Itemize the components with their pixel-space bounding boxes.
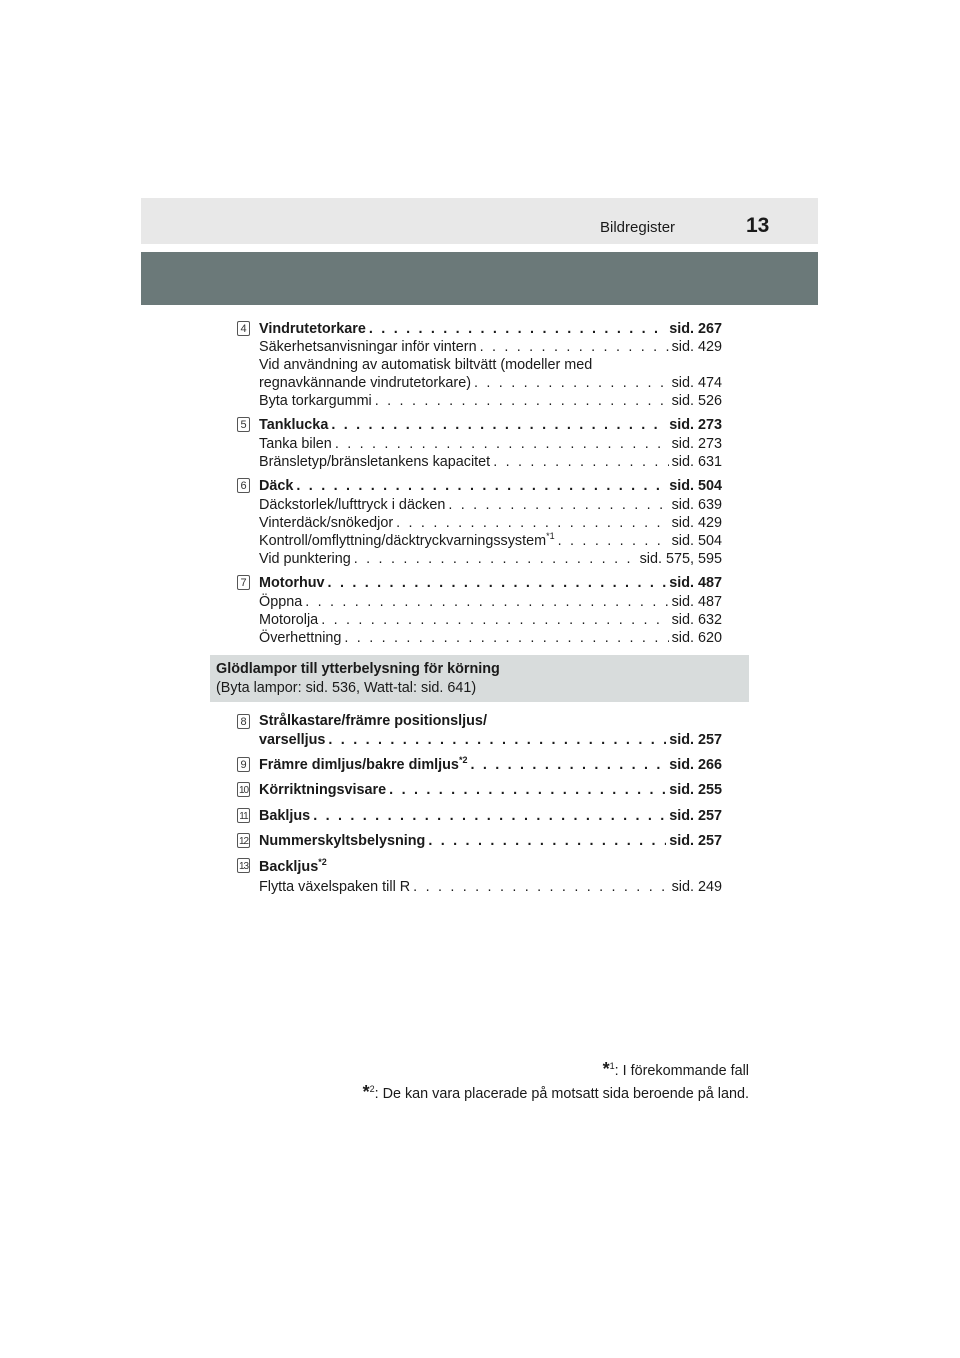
index-subentry[interactable]: regnavkännande vindrutetorkare) . . . sid. 474	[259, 374, 722, 393]
lamp-section-subtitle: (Byta lampor: sid. 536, Watt-tal: sid. 641)	[216, 680, 477, 696]
index-entry-bakljus[interactable]: Bakljus . . . sid. 257	[259, 807, 722, 826]
index-entry-vindrutetorkare[interactable]: Vindrutetorkare . . . sid. 267	[259, 320, 722, 339]
lamp-section-title: Glödlampor till ytterbelysning för körning	[216, 661, 500, 677]
item-number-11: 11	[237, 808, 250, 823]
footnote-mark: *2	[458, 755, 468, 766]
footnote-2: *$^2$: De kan vara placerade på motsatt sida beroende på land.	[362, 1082, 749, 1102]
item-number-10: 10	[237, 782, 250, 797]
footnote-mark: *2	[318, 857, 327, 868]
section-banner	[141, 252, 818, 305]
index-entry-dack[interactable]: Däck . . . sid. 504	[259, 477, 722, 496]
item-number-13: 13	[237, 858, 250, 873]
header-bar	[141, 198, 818, 244]
index-entry-nummerskyltsbelysning[interactable]: Nummerskyltsbelysning . . . sid. 257	[259, 832, 722, 851]
index-subentry-line1: Vid användning av automatisk biltvätt (modeller med	[259, 357, 593, 373]
item-number-8: 8	[237, 714, 250, 729]
index-subentry[interactable]: Bränsletyp/bränsletankens kapacitet . . . sid. 631	[259, 453, 722, 472]
index-entry-korriktningsvisare[interactable]: Körriktningsvisare . . . sid. 255	[259, 781, 722, 800]
footnote-1: *$^1$: I förekommande fall	[602, 1059, 749, 1079]
item-number-6: 6	[237, 478, 250, 493]
index-subentry[interactable]: Kontroll/omflyttning/däcktryckvarningssystem$^{*1}$ . . . sid. 504	[259, 532, 722, 551]
index-entry-tanklucka[interactable]: Tanklucka . . . sid. 273	[259, 416, 722, 435]
section-title: Bildregister	[600, 219, 676, 236]
index-entry-line1: Strålkastare/främre positionsljus/	[259, 713, 487, 729]
item-number-12: 12	[237, 833, 250, 848]
index-subentry[interactable]: Vinterdäck/snökedjor . . . sid. 429	[259, 514, 722, 533]
item-number-9: 9	[237, 757, 250, 772]
index-entry-stralkastare[interactable]: varselljus . . . sid. 257	[259, 731, 722, 750]
item-number-5: 5	[237, 417, 250, 432]
item-number-7: 7	[237, 575, 250, 590]
footnote-mark: *1	[546, 531, 555, 542]
index-subentry[interactable]: Byta torkargummi . . . sid. 526	[259, 392, 722, 411]
index-entry-motorhuv[interactable]: Motorhuv . . . sid. 487	[259, 574, 722, 593]
page-number: 13	[746, 214, 770, 237]
index-entry-backljus[interactable]: Backljus$^{*2}$	[259, 857, 327, 875]
index-subentry[interactable]: Överhettning . . . sid. 620	[259, 629, 722, 648]
index-subentry[interactable]: Säkerhetsanvisningar inför vintern . . . sid. 429	[259, 338, 722, 357]
index-subentry[interactable]: Öppna . . . sid. 487	[259, 593, 722, 612]
index-subentry[interactable]: Däckstorlek/lufttryck i däcken . . . sid. 639	[259, 496, 722, 515]
index-subentry[interactable]: Flytta växelspaken till R . . . sid. 249	[259, 878, 722, 897]
index-subentry[interactable]: Vid punktering . . . sid. 575, 595	[259, 550, 722, 569]
item-number-4: 4	[237, 321, 250, 336]
index-subentry[interactable]: Tanka bilen . . . sid. 273	[259, 435, 722, 454]
index-entry-dimljus[interactable]: Främre dimljus/bakre dimljus$^{*2}$ . . . sid. 266	[259, 756, 722, 775]
index-subentry[interactable]: Motorolja . . . sid. 632	[259, 611, 722, 630]
